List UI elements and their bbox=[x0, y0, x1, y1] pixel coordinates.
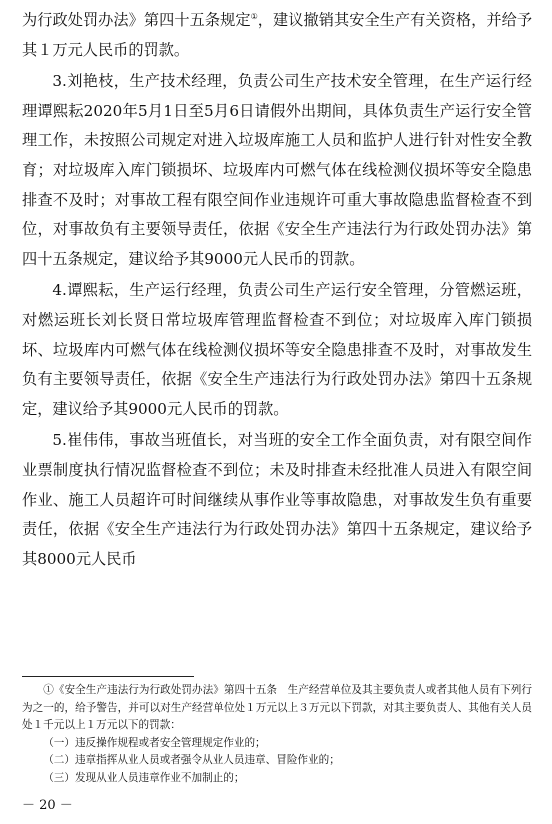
footnote-marker[interactable]: ① bbox=[250, 11, 258, 21]
footnote-line: ①《安全生产违法行为行政处罚办法》第四十五条 生产经营单位及其主要负责人或者其他人员有下列行为之一的，给予警告，并可以对生产经营单位处１万元以上３万元以下罚款，对其主要负责人、其他有关人员处１千元以上１万元以下的罚款： bbox=[22, 684, 532, 732]
paragraph-text: 为行政处罚办法》第四十五条规定 bbox=[22, 11, 251, 29]
body-text bbox=[22, 6, 532, 574]
footnote-line: （一）违反操作规程或者安全管理规定作业的； bbox=[43, 736, 266, 749]
paragraph-item-4: 4.谭熙耘，生产运行经理，负责公司生产运行安全管理，分管燃运班，对燃运班长刘长贤日常垃圾库管理监督检查不到位；对垃圾库入库门锁损坏、垃圾库内可燃气体在线检测仪损坏等安全隐患排查不及时，对事故发生负有主要领导责任，依据《安全生产违法行为行政处罚办法》第四十五条规定，建议给予其9000元人民币的罚款。 bbox=[22, 281, 532, 418]
paragraph-text: ，建议撤销其安全生产有关资格，并给予其１万元人民币的罚款。 bbox=[22, 11, 533, 59]
paragraph-continued bbox=[22, 6, 532, 65]
paragraph-item-5: 5.崔伟伟，事故当班值长，对当班的安全工作全面负责，对有限空间作业票制度执行情况监督检查不到位；未及时排查未经批准人员进入有限空间作业、施工人员超许可时间继续从事作业等事故隐患，对事故发生负有重要责任，依据《安全生产违法行为行政处罚办法》第四十五条规定，建议给予其8000元人民币 bbox=[22, 431, 532, 568]
footnote-divider bbox=[22, 676, 194, 677]
footnote-line: （三）发现从业人员违章作业不加制止的； bbox=[43, 771, 245, 784]
paragraph-item-3: 3.刘艳枝，生产技术经理，负责公司生产技术安全管理，在生产运行经理谭熙耘2020年5月1日至5月6日请假外出期间，具体负责生产运行安全管理工作，未按照公司规定对进入垃圾库施工人员和监护人进行针对性安全教育；对垃圾库入库门锁损坏、垃圾库内可燃气体在线检测仪损坏等安全隐患排查不及时；对事故工程有限空间作业违规许可重大事故隐患监督检查不到位，对事故负有主要领导责任，依据《安全生产违法行为行政处罚办法》第四十五条规定，建议给予其9000元人民币的罚款。 bbox=[22, 72, 532, 268]
footnote-line: （二）违章指挥从业人员或者强令从业人员违章、冒险作业的； bbox=[43, 754, 340, 767]
footnote bbox=[22, 682, 532, 788]
page-number: － 20 － bbox=[22, 798, 73, 813]
